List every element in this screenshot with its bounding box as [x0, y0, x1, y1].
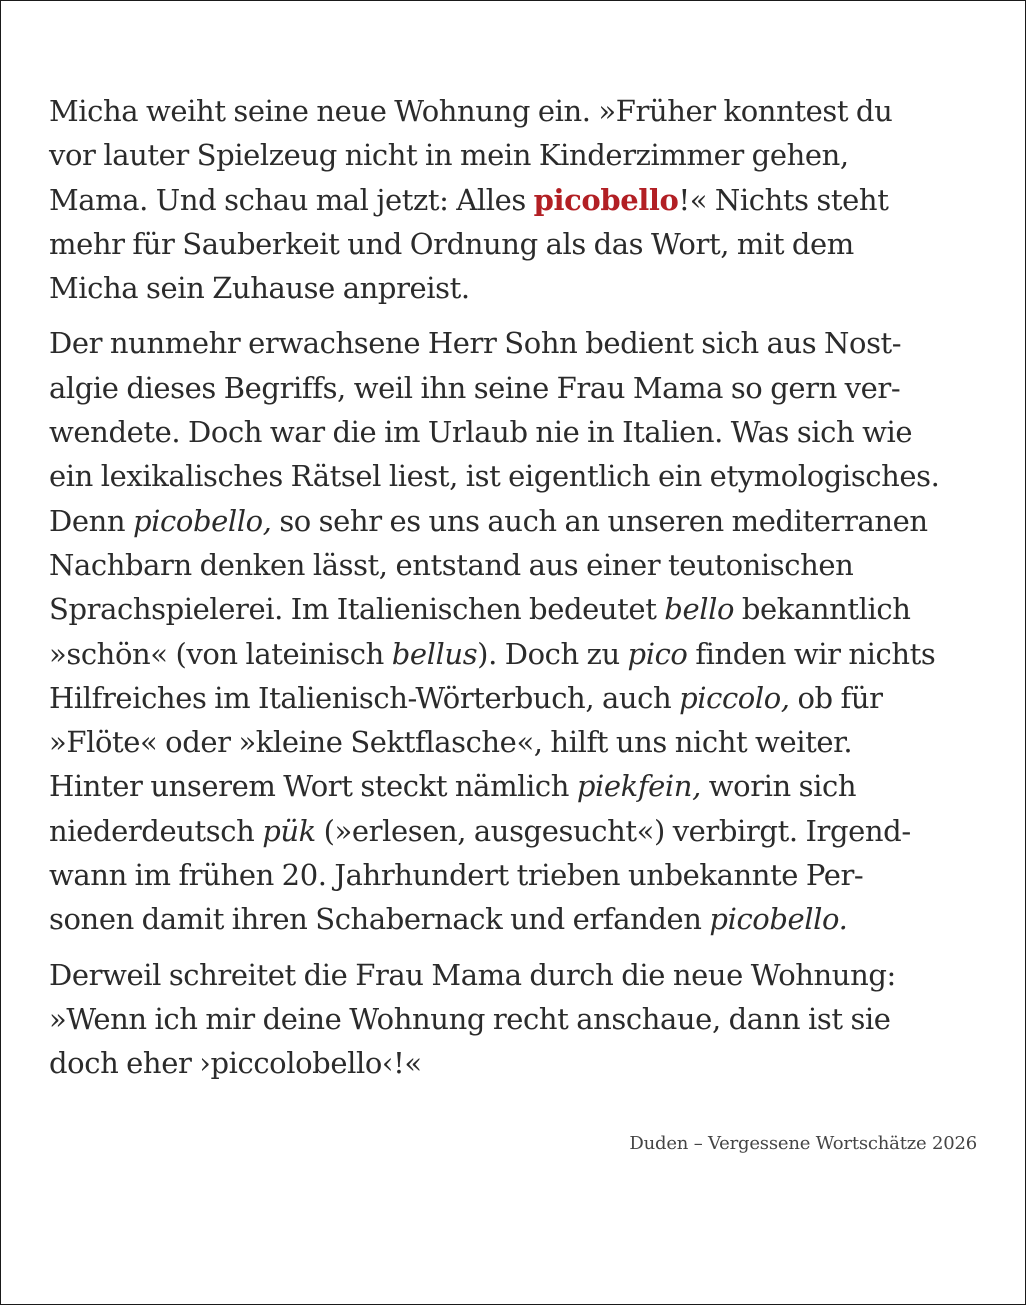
- text-segment: !« Nichts steht: [678, 182, 889, 217]
- text-line: [49, 133, 981, 177]
- italic-term: picobello.: [709, 902, 848, 937]
- text-segment: Micha sein Zuhause anpreist.: [49, 271, 470, 306]
- text-segment: so sehr es uns auch an unseren mediterranen: [271, 503, 928, 538]
- text-segment: Derweil schreitet die Frau Mama durch die neue Wohnung:: [49, 957, 896, 992]
- text-segment: wendete. Doch war die im Urlaub nie in Italien. Was sich wie: [49, 415, 913, 450]
- paragraph: [49, 953, 981, 1086]
- text-segment: bekanntlich: [734, 592, 911, 627]
- text-segment: Sprachspielerei. Im Italienischen bedeutet: [49, 592, 665, 627]
- text-line: [49, 178, 981, 222]
- text-line: [49, 499, 981, 543]
- text-segment: Denn: [49, 503, 133, 538]
- italic-term: pük: [262, 813, 316, 848]
- text-line: [49, 587, 981, 631]
- text-line: [49, 997, 981, 1041]
- text-line: [49, 809, 981, 853]
- footer-credit: Duden – Vergessene Wortschätze 2026: [629, 1133, 977, 1154]
- text-line: [49, 266, 981, 310]
- text-segment: wann im frühen 20. Jahrhundert trieben unbekannte Per-: [49, 858, 864, 893]
- text-segment: finden wir nichts: [687, 636, 936, 671]
- text-line: [49, 222, 981, 266]
- text-line: [49, 543, 981, 587]
- text-segment: sonen damit ihren Schabernack und erfanden: [49, 902, 710, 937]
- text-line: [49, 454, 981, 498]
- text-segment: (»erlesen, ausgesucht«) verbirgt. Irgend-: [315, 813, 911, 848]
- text-line: [49, 321, 981, 365]
- italic-term: piccolo,: [679, 680, 790, 715]
- italic-term: bellus: [391, 636, 478, 671]
- text-segment: ). Doch zu: [477, 636, 628, 671]
- text-segment: doch eher ›piccolobello‹!«: [49, 1046, 422, 1081]
- text-segment: niederdeutsch: [49, 813, 263, 848]
- italic-term: piekfein,: [576, 769, 701, 804]
- text-segment: »Flöte« oder »kleine Sektflasche«, hilft uns nicht weiter.: [49, 725, 853, 760]
- text-line: [49, 764, 981, 808]
- text-line: [49, 1041, 981, 1085]
- text-segment: vor lauter Spielzeug nicht in mein Kinderzimmer gehen,: [49, 138, 849, 173]
- text-line: [49, 89, 981, 133]
- text-line: [49, 953, 981, 997]
- italic-term: picobello,: [133, 503, 272, 538]
- text-segment: Hilfreiches im Italienisch-Wörterbuch, auch: [49, 680, 680, 715]
- text-segment: Nachbarn denken lässt, entstand aus einer teutonischen: [49, 547, 854, 582]
- paragraph: [49, 321, 981, 941]
- text-line: [49, 853, 981, 897]
- body-text: [49, 89, 981, 1097]
- highlighted-word: picobello: [533, 182, 679, 217]
- text-line: [49, 410, 981, 454]
- text-line: [49, 897, 981, 941]
- text-segment: Der nunmehr erwachsene Herr Sohn bedient sich aus Nost-: [49, 326, 902, 361]
- text-segment: ob für: [789, 680, 883, 715]
- text-segment: »Wenn ich mir deine Wohnung recht anschaue, dann ist sie: [49, 1001, 891, 1036]
- text-segment: Mama. Und schau mal jetzt: Alles: [49, 182, 534, 217]
- text-segment: Micha weiht seine neue Wohnung ein. »Früher konntest du: [49, 94, 893, 128]
- text-segment: Hinter unserem Wort steckt nämlich: [49, 769, 577, 804]
- text-line: [49, 676, 981, 720]
- text-line: [49, 720, 981, 764]
- paragraph: [49, 89, 981, 310]
- text-line: [49, 632, 981, 676]
- text-segment: worin sich: [700, 769, 857, 804]
- italic-term: pico: [627, 636, 688, 671]
- text-segment: mehr für Sauberkeit und Ordnung als das Wort, mit dem: [49, 226, 854, 261]
- text-segment: ein lexikalisches Rätsel liest, ist eigentlich ein etymologisches.: [49, 459, 940, 494]
- text-segment: algie dieses Begriffs, weil ihn seine Frau Mama so gern ver-: [49, 370, 901, 405]
- italic-term: bello: [664, 592, 735, 627]
- text-line: [49, 366, 981, 410]
- text-segment: »schön« (von lateinisch: [49, 636, 392, 671]
